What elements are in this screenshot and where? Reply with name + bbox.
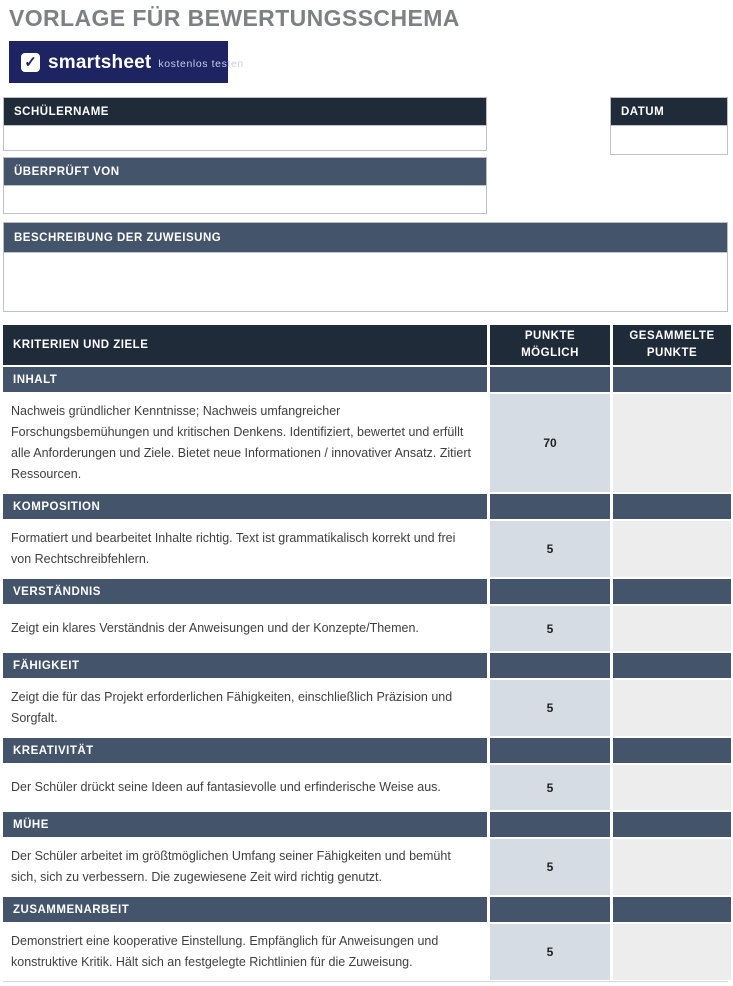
points-possible-cell: 5 <box>490 680 610 736</box>
column-header-criteria: KRITERIEN UND ZIELE <box>3 325 487 365</box>
criteria-description-cell <box>3 680 487 736</box>
criteria-description-cell <box>3 765 487 810</box>
section-title-bar <box>3 494 487 519</box>
points-collected-cell[interactable] <box>613 394 731 492</box>
column-header-points-collected: GESAMMELTE PUNKTE <box>613 325 731 365</box>
section-title: MÜHE <box>13 818 49 831</box>
section-bar-spacer <box>613 812 731 837</box>
top-fields-row <box>3 97 728 155</box>
assignment-description-group <box>3 222 728 312</box>
reviewed-by-input[interactable] <box>3 185 487 214</box>
section-bar-spacer <box>613 494 731 519</box>
points-collected-cell[interactable] <box>613 924 731 980</box>
date-field-group <box>610 97 728 155</box>
points-collected-cell[interactable] <box>613 765 731 810</box>
criteria-description-cell <box>3 606 487 651</box>
section-bar-spacer <box>613 738 731 763</box>
section-bar-spacer <box>490 738 610 763</box>
section-title: VERSTÄNDNIS <box>13 585 101 598</box>
smartsheet-check-icon: ✓ <box>21 53 40 72</box>
section-bar-spacer <box>490 812 610 837</box>
section-title: KREATIVITÄT <box>13 744 94 757</box>
criteria-description-text: Zeigt ein klares Verständnis der Anweisungen und der Konzepte/Themen. <box>11 621 419 636</box>
points-possible-cell: 5 <box>490 521 610 577</box>
points-possible-cell: 5 <box>490 765 610 810</box>
points-collected-cell[interactable] <box>613 839 731 895</box>
section-title-bar <box>3 738 487 763</box>
criteria-description-text: Formatiert und bearbeitet Inhalte richtig. Text ist grammatikalisch korrekt und frei von Rechtschreibfehlern. <box>11 531 456 567</box>
points-possible-cell: 5 <box>490 839 610 895</box>
criteria-description-cell <box>3 839 487 895</box>
section-bar-spacer <box>490 367 610 392</box>
section-bar-spacer <box>613 579 731 604</box>
criteria-description-cell <box>3 924 487 980</box>
section-title-bar <box>3 579 487 604</box>
reviewed-by-field-group <box>3 157 487 214</box>
criteria-description-text: Nachweis gründlicher Kenntnisse; Nachweis umfangreicher Forschungsbemühungen und kritischen Denkens. Identifiziert, bewertet und erfüllt alle Anforderungen und Ziele. Bietet neue Informationen / innovativer Ansatz. Zitiert Ressourcen. <box>11 404 471 482</box>
points-collected-cell[interactable] <box>613 521 731 577</box>
section-title-bar <box>3 897 487 922</box>
rubric-table <box>3 325 728 982</box>
points-possible-cell: 5 <box>490 924 610 980</box>
points-possible-cell: 5 <box>490 606 610 651</box>
date-label: DATUM <box>610 97 728 125</box>
points-collected-cell[interactable] <box>613 680 731 736</box>
student-name-field-group <box>3 97 487 151</box>
section-title: KOMPOSITION <box>13 500 101 513</box>
criteria-description-text: Der Schüler arbeitet im größtmöglichen Umfang seiner Fähigkeiten und bemüht sich, sich zu verbessern. Die zugewiesene Zeit wird richtig genutzt. <box>11 849 451 885</box>
section-bar-spacer <box>613 897 731 922</box>
criteria-description-cell <box>3 394 487 492</box>
section-title-bar <box>3 812 487 837</box>
section-title: FÄHIGKEIT <box>13 659 80 672</box>
assignment-description-label: BESCHREIBUNG DER ZUWEISUNG <box>3 222 728 252</box>
section-bar-spacer <box>490 494 610 519</box>
date-input[interactable] <box>610 125 728 155</box>
page-title: VORLAGE FÜR BEWERTUNGSSCHEMA <box>9 5 460 31</box>
section-title-bar <box>3 653 487 678</box>
section-title-bar <box>3 367 487 392</box>
column-header-points-possible: PUNKTE MÖGLICH <box>490 325 610 365</box>
section-bar-spacer <box>490 579 610 604</box>
reviewed-by-label: ÜBERPRÜFT VON <box>3 157 487 185</box>
section-bar-spacer <box>613 653 731 678</box>
section-title: ZUSAMMENARBEIT <box>13 903 130 916</box>
criteria-description-text: Zeigt die für das Projekt erforderlichen Fähigkeiten, einschließlich Präzision und Sorgfalt. <box>11 690 453 726</box>
criteria-description-text: Demonstriert eine kooperative Einstellung. Empfänglich für Anweisungen und konstruktive Kritik. Hält sich an festgelegte Richtlinien für die Zuweisung. <box>11 934 439 970</box>
criteria-description-cell <box>3 521 487 577</box>
free-trial-link[interactable]: kostenlos testen <box>158 57 244 70</box>
section-bar-spacer <box>613 367 731 392</box>
section-bar-spacer <box>490 653 610 678</box>
smartsheet-brand-wordmark: smartsheet <box>48 51 152 73</box>
student-name-input[interactable] <box>3 125 487 151</box>
student-name-label: SCHÜLERNAME <box>3 97 487 125</box>
assignment-description-input[interactable] <box>3 252 728 312</box>
criteria-description-text: Der Schüler drückt seine Ideen auf fantasievolle und erfinderische Weise aus. <box>11 780 441 795</box>
smartsheet-logo-banner[interactable] <box>9 41 244 83</box>
section-title: INHALT <box>13 373 58 386</box>
section-bar-spacer <box>490 897 610 922</box>
points-possible-cell: 70 <box>490 394 610 492</box>
points-collected-cell[interactable] <box>613 606 731 651</box>
